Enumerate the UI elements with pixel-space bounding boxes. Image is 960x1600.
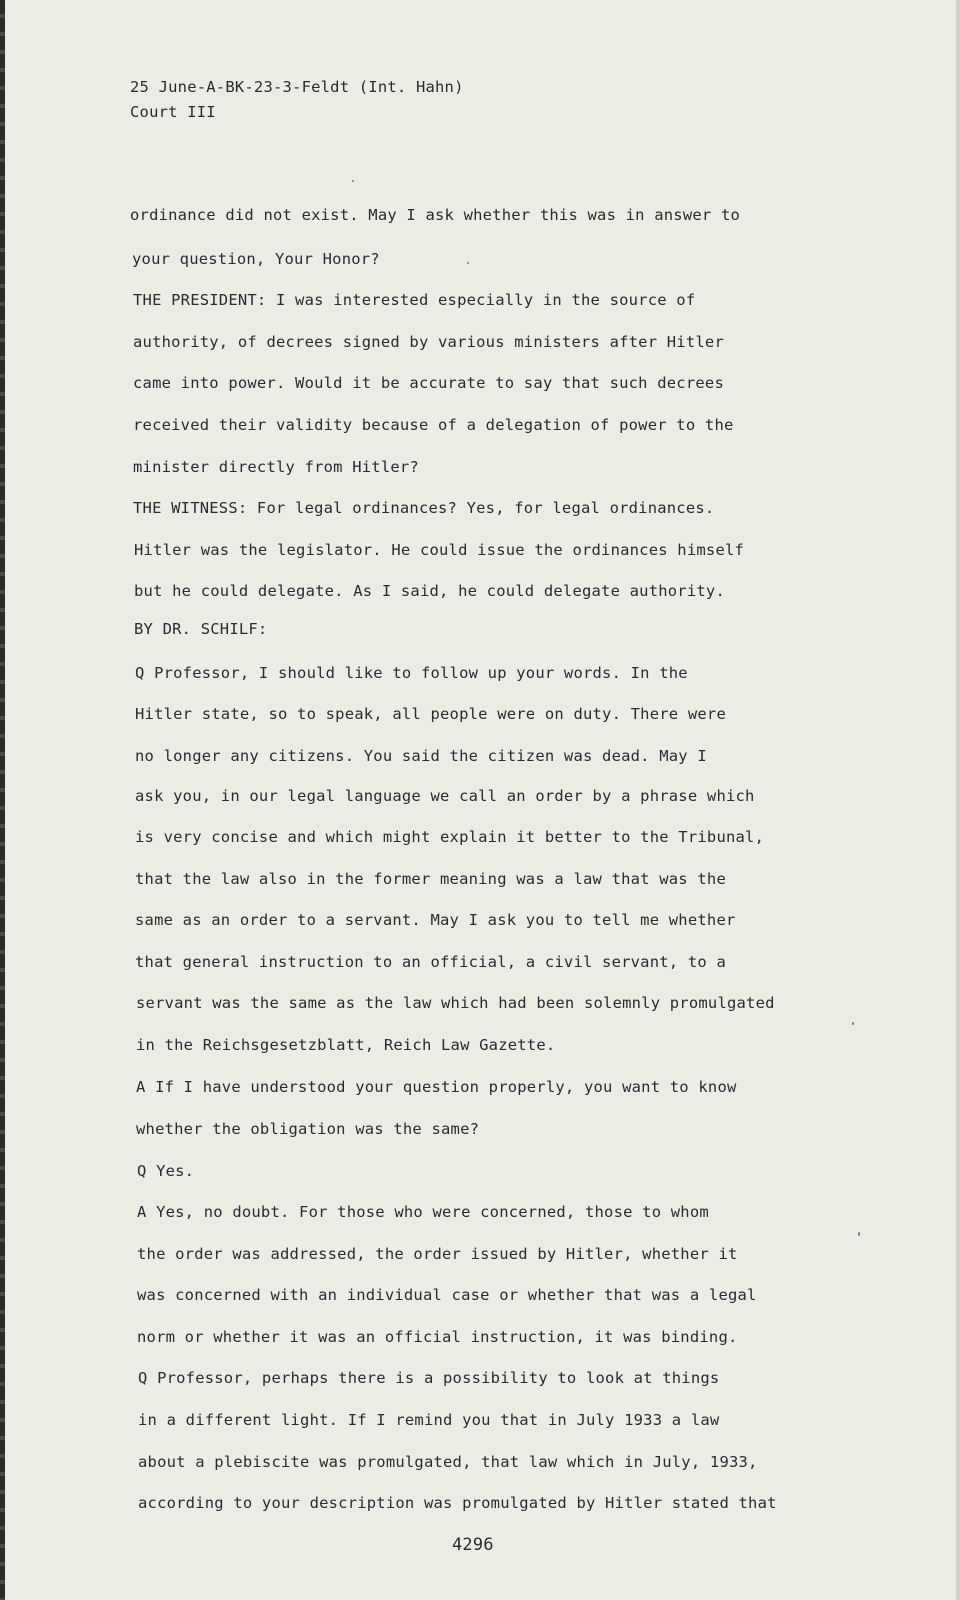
body-line: A If I have understood your question properly, you want to know: [136, 1078, 737, 1096]
body-line: Q Professor, perhaps there is a possibility to look at things: [138, 1369, 720, 1387]
body-line: your question, Your Honor?: [132, 250, 380, 268]
scan-right-edge: [956, 0, 960, 1600]
body-line: was concerned with an individual case or whether that was a legal: [137, 1286, 757, 1304]
body-line: Q Yes.: [137, 1162, 195, 1180]
body-line: whether the obligation was the same?: [136, 1120, 480, 1138]
body-line: Hitler was the legislator. He could issue the ordinances himself: [134, 541, 745, 559]
scan-speck: [852, 1022, 854, 1025]
body-line: that general instruction to an official, a civil servant, to a: [135, 953, 726, 971]
body-line: Q Professor, I should like to follow up your words. In the: [135, 664, 688, 682]
scan-left-edge: [0, 0, 5, 1600]
body-line: ordinance did not exist. May I ask whether this was in answer to: [130, 206, 741, 224]
body-line: according to your description was promulgated by Hitler stated that: [138, 1494, 777, 1512]
body-line: THE WITNESS: For legal ordinances? Yes, for legal ordinances.: [133, 499, 715, 517]
body-line: A Yes, no doubt. For those who were concerned, those to whom: [137, 1203, 709, 1221]
body-line: in the Reichsgesetzblatt, Reich Law Gazette.: [136, 1036, 556, 1054]
body-line: came into power. Would it be accurate to say that such decrees: [133, 374, 724, 392]
body-line: Hitler state, so to speak, all people were on duty. There were: [135, 705, 726, 723]
scan-speck: [858, 1232, 860, 1236]
body-line: received their validity because of a delegation of power to the: [133, 416, 734, 434]
body-line: same as an order to a servant. May I ask you to tell me whether: [135, 911, 736, 929]
body-line: about a plebiscite was promulgated, that law which in July, 1933,: [138, 1453, 758, 1471]
body-line: the order was addressed, the order issued by Hitler, whether it: [137, 1245, 738, 1263]
body-line: minister directly from Hitler?: [133, 458, 419, 476]
header-court: Court III: [130, 103, 216, 121]
body-line: no longer any citizens. You said the citizen was dead. May I: [135, 747, 707, 765]
body-line: servant was the same as the law which had been solemnly promulgated: [136, 994, 775, 1012]
body-line: is very concise and which might explain it better to the Tribunal,: [135, 828, 765, 846]
scan-speck: [352, 180, 354, 182]
scan-speck: [467, 262, 469, 264]
body-line: ask you, in our legal language we call an order by a phrase which: [135, 787, 755, 805]
body-line: but he could delegate. As I said, he could delegate authority.: [134, 582, 725, 600]
header-reference: 25 June-A-BK-23-3-Feldt (Int. Hahn): [130, 78, 464, 96]
page-number: 4296: [452, 1535, 494, 1555]
body-line: authority, of decrees signed by various ministers after Hitler: [133, 333, 724, 351]
body-line: that the law also in the former meaning was a law that was the: [135, 870, 726, 888]
body-line: norm or whether it was an official instruction, it was binding.: [137, 1328, 738, 1346]
body-line: THE PRESIDENT: I was interested especially in the source of: [133, 291, 696, 309]
body-line: BY DR. SCHILF:: [134, 620, 268, 638]
body-line: in a different light. If I remind you that in July 1933 a law: [138, 1411, 720, 1429]
